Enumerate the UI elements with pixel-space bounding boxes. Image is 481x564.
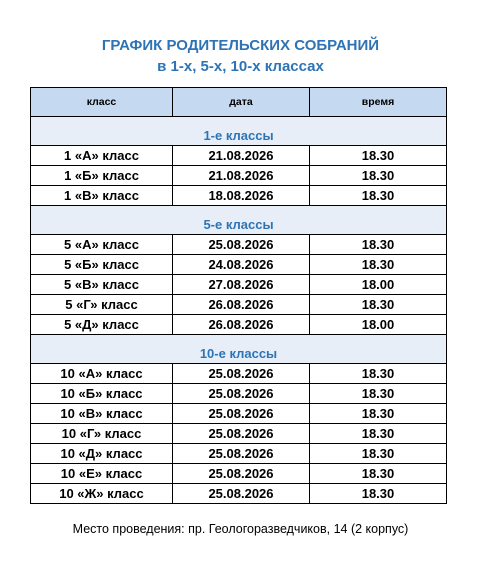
time-cell: 18.30: [310, 235, 447, 255]
class-cell: 5 «Г» класс: [31, 295, 173, 315]
group-header-row: [31, 216, 447, 235]
date-cell: 26.08.2026: [173, 315, 310, 335]
table-header-row: [31, 88, 447, 117]
table-row: [31, 315, 447, 335]
date-cell: 25.08.2026: [173, 484, 310, 504]
title-line-2: в 1-х, 5-х, 10-х классах: [157, 58, 324, 75]
time-cell: 18.30: [310, 295, 447, 315]
class-cell: 10 «А» класс: [31, 364, 173, 384]
table-row: [31, 464, 447, 484]
date-cell: 24.08.2026: [173, 255, 310, 275]
time-cell: 18.30: [310, 146, 447, 166]
time-cell: 18.30: [310, 364, 447, 384]
group-spacer: [31, 335, 447, 345]
class-cell: 1 «Б» класс: [31, 166, 173, 186]
class-cell: 10 «Ж» класс: [31, 484, 173, 504]
time-cell: 18.00: [310, 315, 447, 335]
table-row: [31, 235, 447, 255]
class-cell: 5 «Б» класс: [31, 255, 173, 275]
table-body: [31, 117, 447, 504]
date-cell: 25.08.2026: [173, 464, 310, 484]
table-row: [31, 364, 447, 384]
class-cell: 5 «В» класс: [31, 275, 173, 295]
date-cell: 21.08.2026: [173, 146, 310, 166]
date-cell: 21.08.2026: [173, 166, 310, 186]
table-row: [31, 424, 447, 444]
time-cell: 18.30: [310, 444, 447, 464]
table-row: [31, 255, 447, 275]
group-spacer: [31, 117, 447, 127]
header-date: дата: [173, 88, 310, 117]
date-cell: 26.08.2026: [173, 295, 310, 315]
header-time: время: [310, 88, 447, 117]
date-cell: 25.08.2026: [173, 444, 310, 464]
title-line-1: ГРАФИК РОДИТЕЛЬСКИХ СОБРАНИЙ: [101, 37, 380, 54]
time-cell: 18.30: [310, 255, 447, 275]
table-row: [31, 186, 447, 206]
group-spacer: [31, 206, 447, 216]
time-cell: 18.30: [310, 484, 447, 504]
table-row: [31, 484, 447, 504]
class-cell: 10 «Г» класс: [31, 424, 173, 444]
date-cell: 25.08.2026: [173, 384, 310, 404]
time-cell: 18.30: [310, 464, 447, 484]
class-cell: 5 «Д» класс: [31, 315, 173, 335]
group-title: 10-е классы: [31, 345, 447, 364]
date-cell: 27.08.2026: [173, 275, 310, 295]
table-row: [31, 295, 447, 315]
date-cell: 25.08.2026: [173, 404, 310, 424]
group-spacer-cell: [31, 117, 447, 127]
class-cell: 5 «А» класс: [31, 235, 173, 255]
table-row: [31, 275, 447, 295]
group-header-row: [31, 345, 447, 364]
time-cell: 18.30: [310, 166, 447, 186]
table-row: [31, 146, 447, 166]
group-title: 1-е классы: [31, 127, 447, 146]
group-header-row: [31, 127, 447, 146]
schedule-table: [30, 87, 447, 504]
date-cell: 25.08.2026: [173, 424, 310, 444]
class-cell: 10 «В» класс: [31, 404, 173, 424]
table-row: [31, 166, 447, 186]
time-cell: 18.30: [310, 384, 447, 404]
venue-note: Место проведения: пр. Геологоразведчиков, 14 (2 корпус): [72, 522, 409, 536]
class-cell: 1 «В» класс: [31, 186, 173, 206]
class-cell: 10 «Е» класс: [31, 464, 173, 484]
header-class: класс: [31, 88, 173, 117]
group-spacer-cell: [31, 335, 447, 345]
group-spacer-cell: [31, 206, 447, 216]
date-cell: 25.08.2026: [173, 235, 310, 255]
date-cell: 18.08.2026: [173, 186, 310, 206]
time-cell: 18.30: [310, 186, 447, 206]
class-cell: 10 «Б» класс: [31, 384, 173, 404]
time-cell: 18.30: [310, 424, 447, 444]
document-title: [0, 35, 481, 77]
table-row: [31, 384, 447, 404]
class-cell: 10 «Д» класс: [31, 444, 173, 464]
date-cell: 25.08.2026: [173, 364, 310, 384]
time-cell: 18.00: [310, 275, 447, 295]
class-cell: 1 «А» класс: [31, 146, 173, 166]
table-row: [31, 404, 447, 424]
group-title: 5-е классы: [31, 216, 447, 235]
table-row: [31, 444, 447, 464]
time-cell: 18.30: [310, 404, 447, 424]
